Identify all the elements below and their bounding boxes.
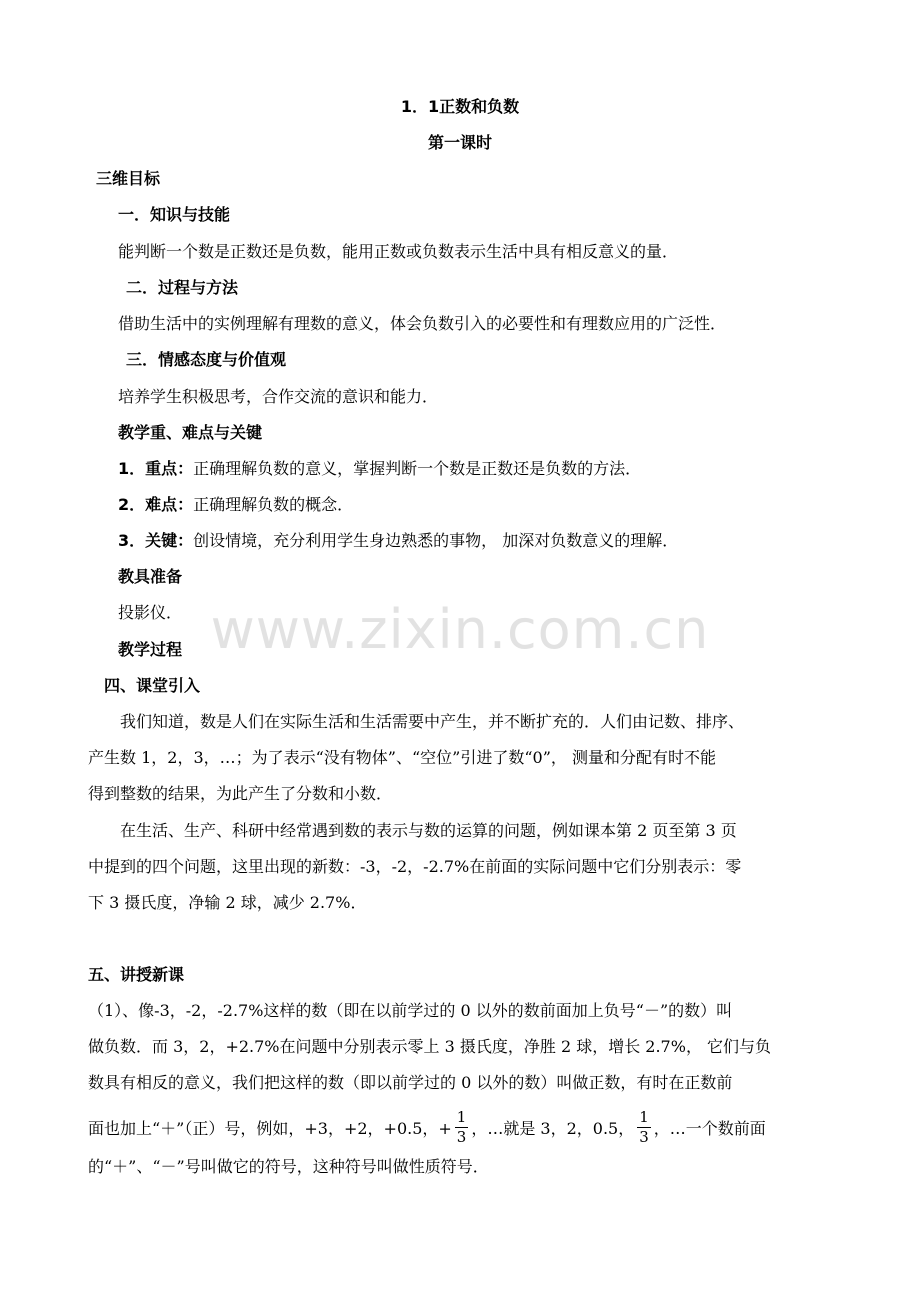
objective3-text: 培养学生积极思考，合作交流的意识和能力． [118, 387, 439, 406]
key-point-3 [118, 530, 678, 552]
page-subtitle: 第一课时 [427, 133, 492, 152]
new-lesson-line4-part3: ，…一个数前面 [653, 1119, 766, 1138]
objective1-text: 能判断一个数是正数还是负数，能用正数或负数表示生活中具有相反意义的量． [118, 242, 679, 261]
fraction-one-third [455, 1110, 469, 1145]
intro-paragraph2-line3: 下 3 摄氏度，净输 2 球，减少 2.7%． [88, 893, 367, 912]
key-point-1 [118, 458, 641, 480]
intro-heading: 四、课堂引入 [104, 676, 201, 695]
new-lesson-line3: 数具有相反的意义，我们把这样的数（即以前学过的 0 以外的数）叫做正数，有时在正数前 [88, 1073, 733, 1092]
intro-paragraph2-line2: 中提到的四个问题，这里出现的新数：-3，-2，-2.7%在前面的实际问题中它们分别表示：零 [88, 857, 742, 876]
key-point-2-text: 正确理解负数的概念． [193, 495, 354, 514]
new-lesson-line4-part1: 面也加上“＋”（正）号，例如，+3，+2，+0.5，+ [88, 1119, 452, 1138]
key-point-1-label: 1．重点： [118, 459, 194, 478]
objective1-heading: 一．知识与技能 [118, 205, 231, 224]
key-point-3-label: 3．关键： [118, 531, 194, 550]
key-point-3-text: 创设情境，充分利用学生身边熟悉的事物， 加深对负数意义的理解． [193, 531, 679, 550]
fraction-one-third [637, 1110, 651, 1145]
section-objectives-heading: 三维目标 [96, 169, 161, 188]
new-lesson-line4-part2: ，…就是 3，2，0.5， [471, 1119, 635, 1138]
fraction-numerator: 1 [639, 1108, 649, 1126]
objective2-text: 借助生活中的实例理解有理数的意义，体会负数引入的必要性和有理数应用的广泛性． [118, 314, 727, 333]
new-lesson-line2: 做负数．而 3，2，+2.7%在问题中分别表示零上 3 摄氏度，净胜 2 球，增长 2.7%， 它们与负 [88, 1037, 772, 1056]
intro-paragraph1-line3: 得到整数的结果，为此产生了分数和小数． [88, 784, 393, 803]
new-lesson-line1: （1）、像-3，-2，-2.7%这样的数（即在以前学过的 0 以外的数前面加上负号“－”的数）叫 [88, 1001, 733, 1020]
new-lesson-line4 [88, 1108, 766, 1147]
key-point-2-label: 2．难点： [118, 495, 194, 514]
watermark: www.zixin.com.cn [210, 598, 710, 661]
key-point-2 [118, 494, 353, 516]
fraction-numerator: 1 [456, 1108, 467, 1126]
intro-paragraph1-line1: 我们知道，数是人们在实际生活和生活需要中产生，并不断扩充的．人们由记数、排序、 [120, 712, 745, 731]
page-title: 1．1正数和负数 [400, 97, 520, 116]
new-lesson-heading: 五、讲授新课 [88, 965, 185, 984]
tools-text: 投影仪． [118, 603, 183, 622]
key-point-1-text: 正确理解负数的意义，掌握判断一个数是正数还是负数的方法． [193, 459, 642, 478]
key-points-heading: 教学重、难点与关键 [118, 423, 263, 442]
fraction-denominator: 3 [456, 1128, 467, 1146]
objective3-heading: 三．情感态度与价值观 [126, 350, 287, 369]
fraction-denominator: 3 [639, 1128, 649, 1146]
intro-paragraph2-line1: 在生活、生产、科研中经常遇到数的表示与数的运算的问题，例如课本第 2 页至第 3 页 [120, 821, 737, 840]
new-lesson-line5: 的“＋”、“－”号叫做它的符号，这种符号叫做性质符号． [88, 1157, 489, 1176]
objective2-heading: 二．过程与方法 [126, 278, 239, 297]
intro-paragraph1-line2: 产生数 1，2，3，…；为了表示“没有物体”、“空位”引进了数“0”， 测量和分配有时不能 [88, 748, 716, 767]
process-heading: 教学过程 [118, 640, 183, 659]
tools-heading: 教具准备 [118, 567, 183, 586]
